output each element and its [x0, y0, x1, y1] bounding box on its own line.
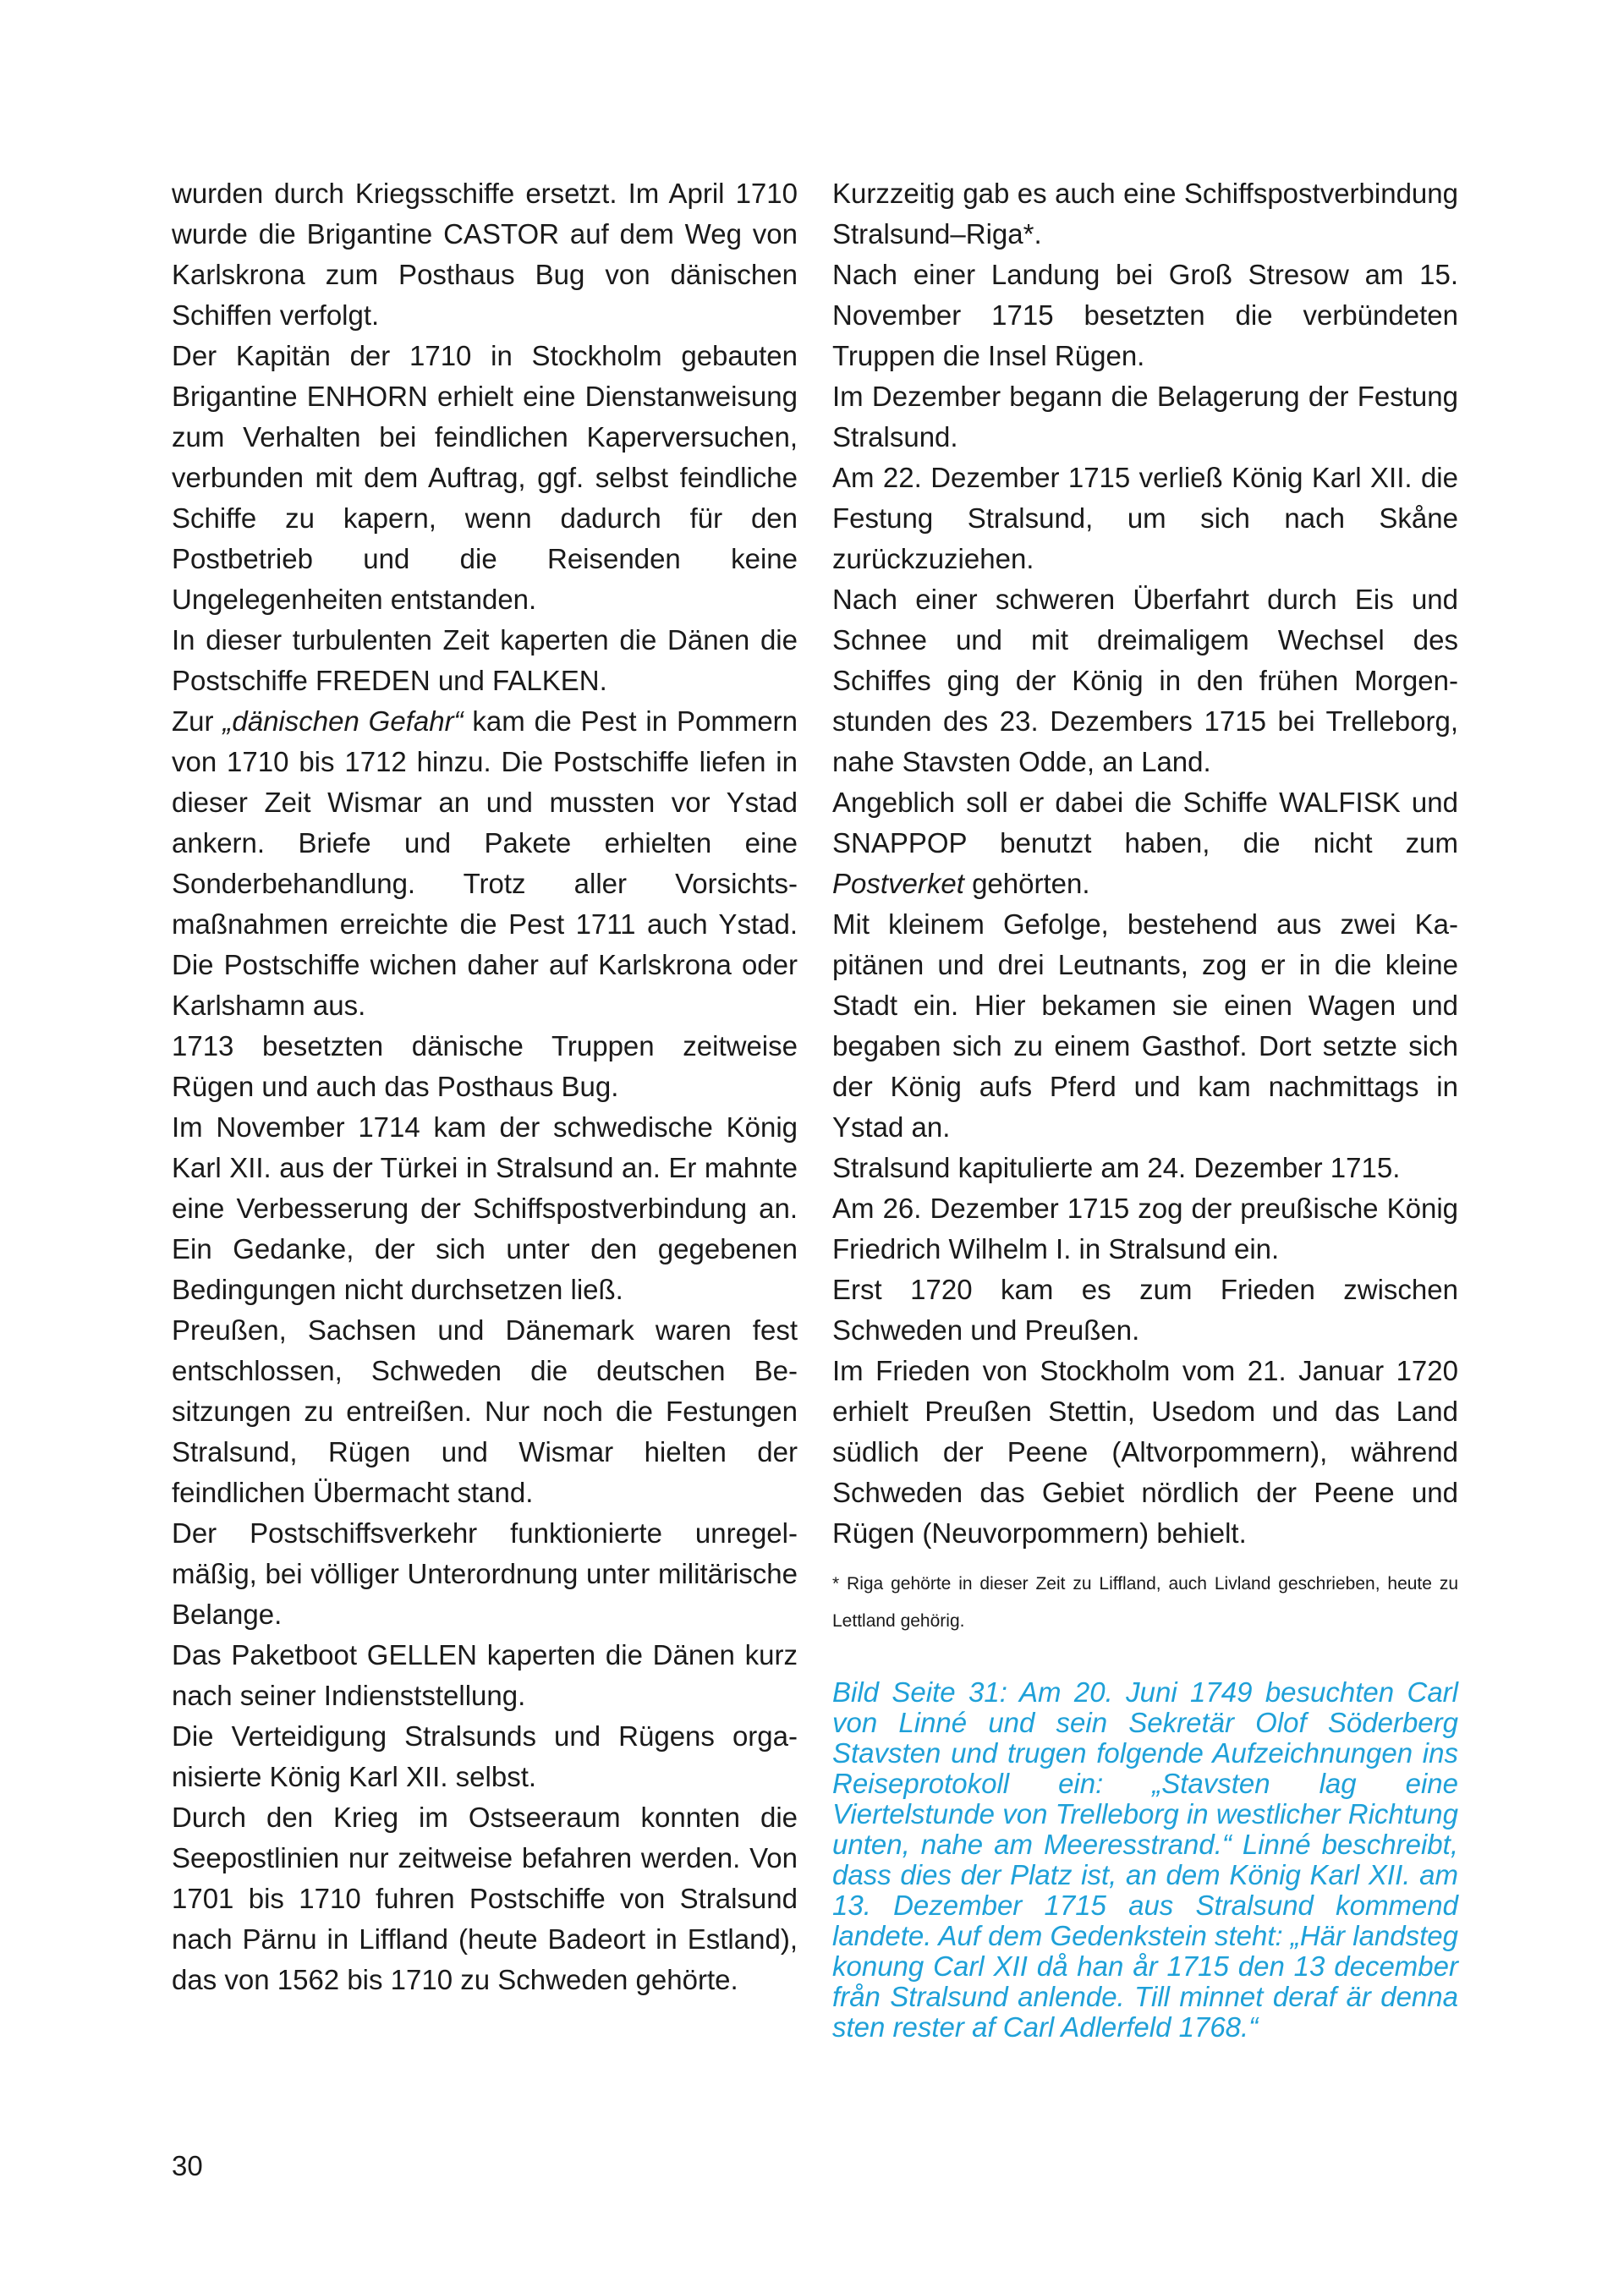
- paragraph: Stralsund kapitulierte am 24. Dezember 1715.: [832, 1152, 1401, 1183]
- paragraph: Mit kleinem Gefolge, bestehend aus zwei Kapitänen und drei Leutnants, zog er in die kleine Stadt ein. Hier bekamen sie einen Wagen und begaben sich zu einem Gasthof. Dort setzte sich der König aufs Pferd und kam nachmittags in Ystad an.: [832, 908, 1458, 1143]
- paragraph: Preußen, Sachsen und Dänemark waren fest entschlossen, Schweden die deutschen Besitzungen zu entreißen. Nur noch die Festungen Stralsund, Rügen und Wismar hielten der feindlichen Übermacht stand.: [172, 1314, 798, 1508]
- paragraph: Der Postschiffsverkehr funktionierte unregelmäßig, bei völliger Unterordnung unter militärische Belange.: [172, 1517, 798, 1630]
- paragraph: Das Paketboot GELLEN kaperten die Dänen kurz nach seiner Indienststellung.: [172, 1639, 798, 1711]
- paragraph: Am 26. Dezember 1715 zog der preußische König Friedrich Wilhelm I. in Stralsund ein.: [832, 1193, 1458, 1264]
- paragraph: Der Kapitän der 1710 in Stockholm gebauten Brigantine ENHORN erhielt eine Dienstanweisung zum Verhalten bei feindlichen Kaperversuchen, verbunden mit dem Auftrag, ggf. selbst feindliche Schiffe zu kapern, wenn dadurch für den Postbetrieb und die Reisenden keine Ungelegenheiten entstanden.: [172, 340, 798, 615]
- page-number: 30: [172, 2150, 203, 2181]
- text-run: Zur: [172, 705, 223, 737]
- text-run: Angeblich soll er dabei die Schiffe WALFISK und SNAPPOP benutzt haben, die nicht zum: [832, 787, 1458, 859]
- left-column: [172, 173, 798, 2000]
- image-caption: Bild Seite 31: Am 20. Juni 1749 besuchten Carl von Linné und sein Sekretär Olof Söderberg Stavsten und trugen folgende Aufzeichnungen ins Reiseprotokoll ein: „Stavsten lag eine Viertelstunde von Trelleborg in westlicher Richtung unten, nahe am Meeresstrand.“ Linné beschreibt, dass dies der Platz ist, an dem König Karl XII. am 13. Dezember 1715 aus Stralsund kommend landete. Auf dem Gedenkstein steht: „Här landsteg konung Carl XII då han år 1715 den 13 december från Stralsund anlende. Till minnet deraf är denna sten rester af Carl Adlerfeld 1768.“: [832, 1676, 1458, 2043]
- paragraph: Kurzzeitig gab es auch eine Schiffspostverbindung Stralsund–Riga*.: [832, 178, 1458, 250]
- paragraph: In dieser turbulenten Zeit kaperten die Dänen die Postschiffe FREDEN und FALKEN.: [172, 624, 798, 696]
- emphasis-text: „dänischen Gefahr“: [222, 705, 464, 737]
- paragraph: Nach einer Landung bei Groß Stresow am 15. November 1715 besetzten die verbündeten Truppen die Insel Rügen.: [832, 259, 1458, 371]
- paragraph: wurden durch Kriegsschiffe ersetzt. Im April 1710 wurde die Brigantine CASTOR auf dem Weg von Karlskrona zum Posthaus Bug von dänischen Schiffen verfolgt.: [172, 178, 798, 331]
- paragraph: Im November 1714 kam der schwedische König Karl XII. aus der Türkei in Stralsund an. Er mahnte eine Verbesserung der Schiffspostverbindung an. Ein Gedanke, der sich unter den gegebenen Bedingungen nicht durchsetzen ließ.: [172, 1111, 798, 1305]
- paragraph: [172, 701, 798, 1026]
- paragraph: Die Verteidigung Stralsunds und Rügens organisierte König Karl XII. selbst.: [172, 1720, 798, 1792]
- right-column: [832, 173, 1458, 2043]
- paragraph: Am 22. Dezember 1715 verließ König Karl XII. die Festung Stralsund, um sich nach Skåne zurückzuziehen.: [832, 462, 1458, 574]
- paragraph: 1713 besetzten dänische Truppen zeitweise Rügen und auch das Posthaus Bug.: [172, 1030, 798, 1102]
- footnote: * Riga gehörte in dieser Zeit zu Liffland, auch Livland geschrieben, heute zu Lettland gehörig.: [832, 1574, 1458, 1631]
- paragraph: Nach einer schweren Überfahrt durch Eis und Schnee und mit dreimaligem Wechsel des Schiffes ging der König in den frühen Morgenstunden des 23. Dezembers 1715 bei Trelleborg, nahe Stavsten Odde, an Land.: [832, 584, 1458, 777]
- paragraph: Im Dezember begann die Belagerung der Festung Stralsund.: [832, 381, 1458, 453]
- text-run: kam die Pest in Pommern von 1710 bis 1712 hinzu. Die Postschiffe liefen in dieser Zeit Wismar an und mussten vor Ystad ankern. Briefe und Pakete erhielten eine Sonderbehandlung. Trotz aller Vorsichtsmaßnahmen erreichte die Pest 1711 auch Ystad. Die Postschiffe wichen daher auf Karlskrona oder Karlshamn aus.: [172, 705, 798, 1021]
- paragraph: Erst 1720 kam es zum Frieden zwischen Schweden und Preußen.: [832, 1274, 1458, 1346]
- paragraph: [832, 782, 1458, 904]
- paragraph: Durch den Krieg im Ostseeraum konnten die Seepostlinien nur zeitweise befahren werden. Von 1701 bis 1710 fuhren Postschiffe von Stralsund nach Pärnu in Liffland (heute Badeort in Estland), das von 1562 bis 1710 zu Schweden gehörte.: [172, 1802, 798, 1995]
- paragraph: Im Frieden von Stockholm vom 21. Januar 1720 erhielt Preußen Stettin, Usedom und das Land südlich der Peene (Altvorpommern), während Schweden das Gebiet nördlich der Peene und Rügen (Neuvorpommern) behielt.: [832, 1355, 1458, 1549]
- text-run: gehörten.: [963, 868, 1090, 899]
- emphasis-text: Postverket: [832, 868, 964, 899]
